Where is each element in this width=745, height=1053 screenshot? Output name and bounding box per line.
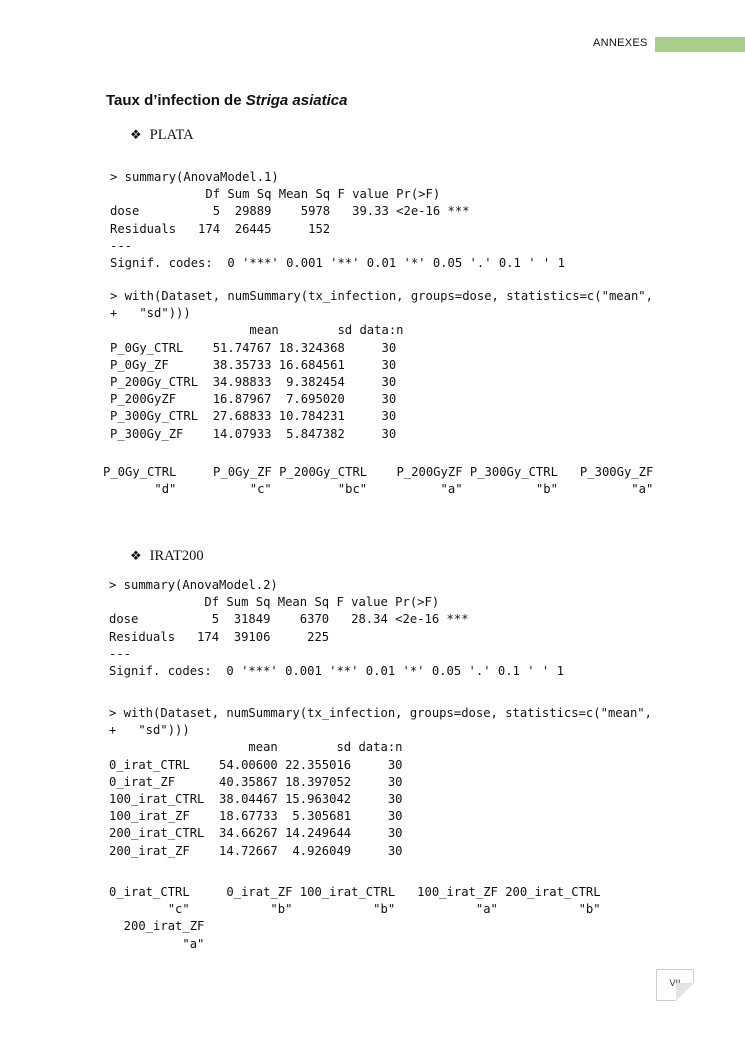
numsummary-output-plata: > with(Dataset, numSummary(tx_infection, groups=dose, statistics=c("mean", + "sd"))) mean sd data:n P_0Gy_CTRL 51.74767 18.324368 30 P_0Gy_ZF 38.35733 16.684561 30 P_200Gy_CTRL 34.98833 9.382454 30 P_200GyZF 16.87967 7.695020 30 P_300Gy_CTRL 27.68833 10.784231 30 P_300Gy_ZF 14.07933 5.847382 30	[110, 289, 653, 441]
section-bullet-irat200	[130, 548, 204, 565]
section-label: IRAT200	[149, 548, 204, 564]
section-label: PLATA	[149, 127, 194, 143]
section-bullet-plata	[130, 127, 194, 144]
header-label: ANNEXES	[593, 37, 648, 49]
page-number-box	[656, 969, 694, 1001]
diamond-bullet-icon: ❖	[130, 127, 142, 142]
page-number: VII	[669, 978, 681, 988]
page-corner-fold	[676, 983, 694, 1001]
title-species: Striga asiatica	[245, 92, 348, 109]
anova-output-irat200: > summary(AnovaModel.2) Df Sum Sq Mean Sq F value Pr(>F) dose 5 31849 6370 28.34 <2e-16 *** Residuals 174 39106 225 --- Signif. codes: 0 '***' 0.001 '**' 0.01 '*' 0.05 '.' 0.1 ' ' 1	[109, 578, 564, 679]
diamond-bullet-icon: ❖	[130, 548, 142, 563]
header-accent-bar	[655, 37, 745, 52]
letters-output-irat200: 0_irat_CTRL 0_irat_ZF 100_irat_CTRL 100_irat_ZF 200_irat_CTRL "c" "b" "b" "a" "b" 200_irat_ZF "a"	[109, 885, 601, 951]
numsummary-output-irat200: > with(Dataset, numSummary(tx_infection, groups=dose, statistics=c("mean", + "sd"))) mean sd data:n 0_irat_CTRL 54.00600 22.355016 30 0_irat_ZF 40.35867 18.397052 30 100_irat_CTRL 38.04467 15.963042 30 100_irat_ZF 18.67733 5.305681 30 200_irat_CTRL 34.66267 14.249644 30 200_irat_ZF 14.72667 4.926049 30	[109, 706, 652, 858]
letters-output-plata: P_0Gy_CTRL P_0Gy_ZF P_200Gy_CTRL P_200GyZF P_300Gy_CTRL P_300Gy_ZF "d" "c" "bc" "a" "b" "a"	[103, 465, 654, 497]
anova-output-plata: > summary(AnovaModel.1) Df Sum Sq Mean Sq F value Pr(>F) dose 5 29889 5978 39.33 <2e-16 *** Residuals 174 26445 152 --- Signif. codes: 0 '***' 0.001 '**' 0.01 '*' 0.05 '.' 0.1 ' ' 1	[110, 170, 565, 271]
title-prefix: Taux d’infection de	[106, 92, 246, 109]
page-title	[106, 92, 347, 109]
